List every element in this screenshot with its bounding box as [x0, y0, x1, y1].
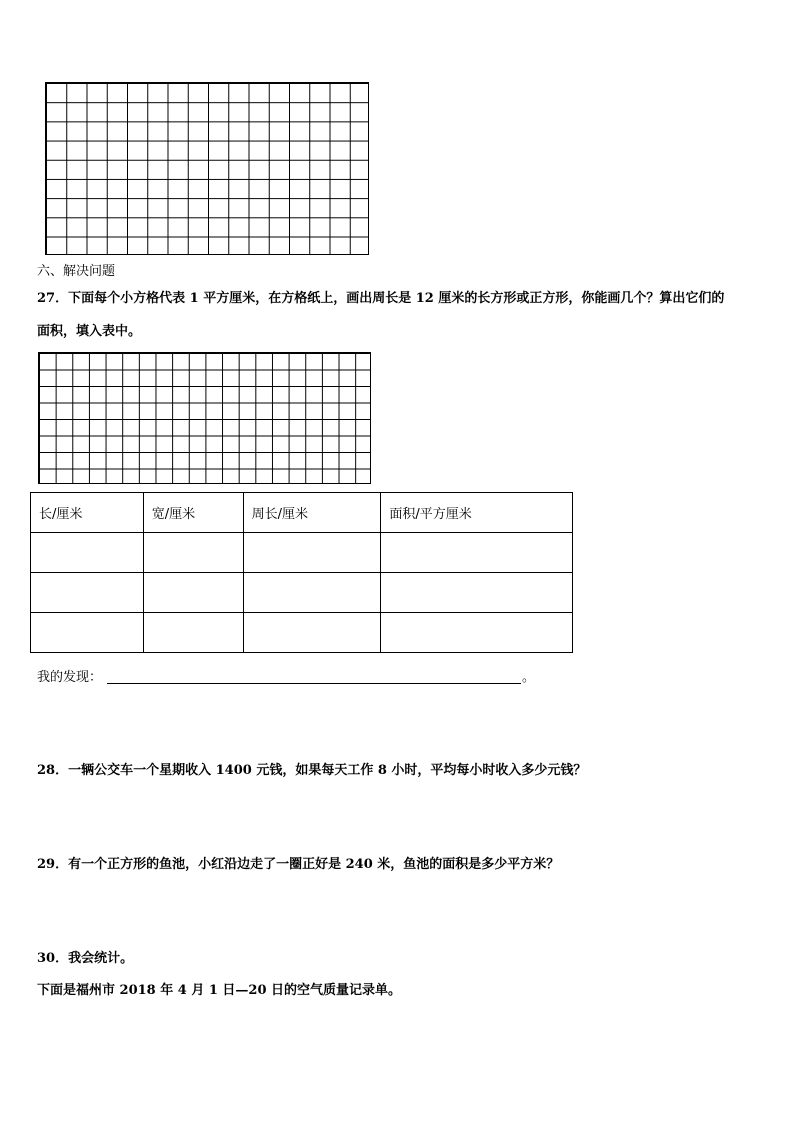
question-27-line2: 面积，填入表中。 — [37, 324, 142, 339]
header-perimeter: 周长/厘米 — [243, 493, 381, 533]
table-cell[interactable] — [31, 613, 144, 653]
question-27-line1: 27．下面每个小方格代表 1 平方厘米，在方格纸上，画出周长是 12 厘米的长方形或正方形，你能画几个？算出它们的 — [37, 291, 725, 306]
table-cell[interactable] — [381, 533, 573, 573]
question-28: 28．一辆公交车一个星期收入 1400 元钱，如果每天工作 8 小时，平均每小时收入多少元钱？ — [37, 763, 587, 778]
table-cell[interactable] — [381, 613, 573, 653]
table-cell[interactable] — [143, 533, 243, 573]
grid-paper-q27 — [38, 352, 371, 484]
header-width: 宽/厘米 — [143, 493, 243, 533]
question-29: 29．有一个正方形的鱼池，小红沿边走了一圈正好是 240 米，鱼池的面积是多少平方米？ — [37, 857, 560, 872]
question-30-subtitle: 下面是福州市 2018 年 4 月 1 日—20 日的空气质量记录单。 — [37, 983, 402, 998]
table-cell[interactable] — [381, 573, 573, 613]
section-heading: 六、解决问题 — [37, 264, 116, 279]
table-cell[interactable] — [143, 613, 243, 653]
header-length: 长/厘米 — [31, 493, 144, 533]
table-cell[interactable] — [143, 573, 243, 613]
table-cell[interactable] — [243, 613, 381, 653]
question-30-title: 30．我会统计。 — [37, 951, 134, 966]
discovery-end-mark: 。 — [522, 670, 536, 685]
grid-paper-top — [45, 82, 369, 255]
table-cell[interactable] — [31, 573, 144, 613]
header-area: 面积/平方厘米 — [381, 493, 573, 533]
discovery-label: 我的发现： — [37, 670, 103, 685]
table-cell[interactable] — [243, 533, 381, 573]
discovery-answer-line[interactable] — [107, 683, 521, 684]
answer-table — [30, 492, 573, 653]
table-cell[interactable] — [243, 573, 381, 613]
table-row — [31, 573, 573, 613]
table-cell[interactable] — [31, 533, 144, 573]
table-row — [31, 613, 573, 653]
table-header-row — [31, 493, 573, 533]
table-row — [31, 533, 573, 573]
